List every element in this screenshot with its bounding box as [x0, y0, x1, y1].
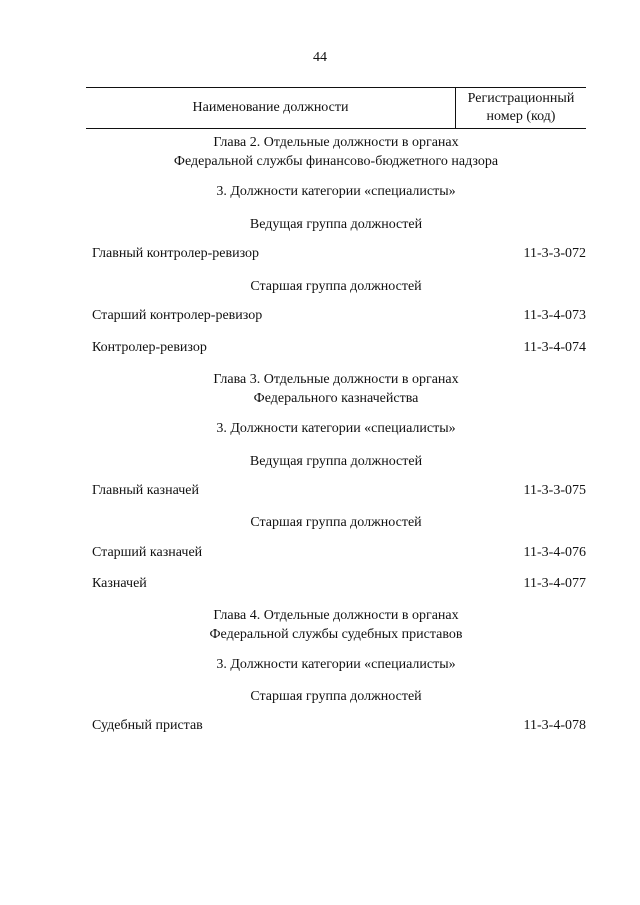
position-name-column-header: Наименование должности	[192, 100, 349, 115]
page-number: 44	[313, 50, 327, 65]
position-code: 11-3-4-073	[523, 308, 586, 323]
position-row	[86, 483, 604, 499]
position-name: Казначей	[92, 576, 147, 591]
position-name: Контролер-ревизор	[92, 340, 207, 355]
position-code: 11-3-4-074	[523, 340, 586, 355]
position-row	[86, 246, 604, 262]
position-row	[86, 340, 604, 356]
chapter-3-heading	[86, 370, 586, 408]
chapter-3-leading-group-heading: Ведущая группа должностей	[249, 454, 423, 469]
position-name: Судебный пристав	[92, 718, 203, 733]
chapter-3-heading-line-1: Глава 3. Отдельные должности в органах	[213, 372, 459, 387]
chapter-4-heading	[86, 606, 586, 644]
position-name: Главный казначей	[92, 483, 199, 498]
position-row	[86, 545, 604, 561]
position-code: 11-3-3-072	[523, 246, 586, 261]
chapter-4-category-heading: 3. Должности категории «специалисты»	[216, 657, 456, 672]
position-name: Главный контролер-ревизор	[92, 246, 260, 261]
chapter-3-category-heading: 3. Должности категории «специалисты»	[216, 421, 456, 436]
chapter-2-leading-group-heading: Ведущая группа должностей	[249, 217, 423, 232]
position-code: 11-3-4-078	[523, 718, 586, 733]
position-row	[86, 576, 604, 592]
chapter-3-senior-group-heading: Старшая группа должностей	[250, 515, 422, 530]
position-name: Старший казначей	[92, 545, 203, 560]
code-header-line-2: номер (код)	[486, 109, 556, 124]
chapter-2-heading-line-2: Федеральной службы финансово-бюджетного надзора	[173, 154, 499, 169]
chapter-4-senior-group-heading: Старшая группа должностей	[250, 689, 422, 704]
table-header	[86, 87, 586, 129]
chapter-2-senior-group-heading: Старшая группа должностей	[250, 279, 422, 294]
code-header-line-1: Регистрационный	[467, 91, 575, 106]
chapter-2-heading-line-1: Глава 2. Отдельные должности в органах	[213, 135, 459, 150]
registration-code-column-header	[456, 90, 586, 126]
chapter-3-heading-line-2: Федерального казначейства	[253, 391, 419, 406]
position-code: 11-3-4-077	[523, 576, 586, 591]
chapter-4-heading-line-2: Федеральной службы судебных приставов	[209, 627, 463, 642]
position-code: 11-3-4-076	[523, 545, 586, 560]
position-row	[86, 718, 604, 734]
chapter-2-category-heading: 3. Должности категории «специалисты»	[216, 184, 456, 199]
chapter-4-heading-line-1: Глава 4. Отдельные должности в органах	[213, 608, 459, 623]
position-code: 11-3-3-075	[523, 483, 586, 498]
position-name: Старший контролер-ревизор	[92, 308, 263, 323]
position-row	[86, 308, 604, 324]
chapter-2-heading	[86, 133, 586, 171]
